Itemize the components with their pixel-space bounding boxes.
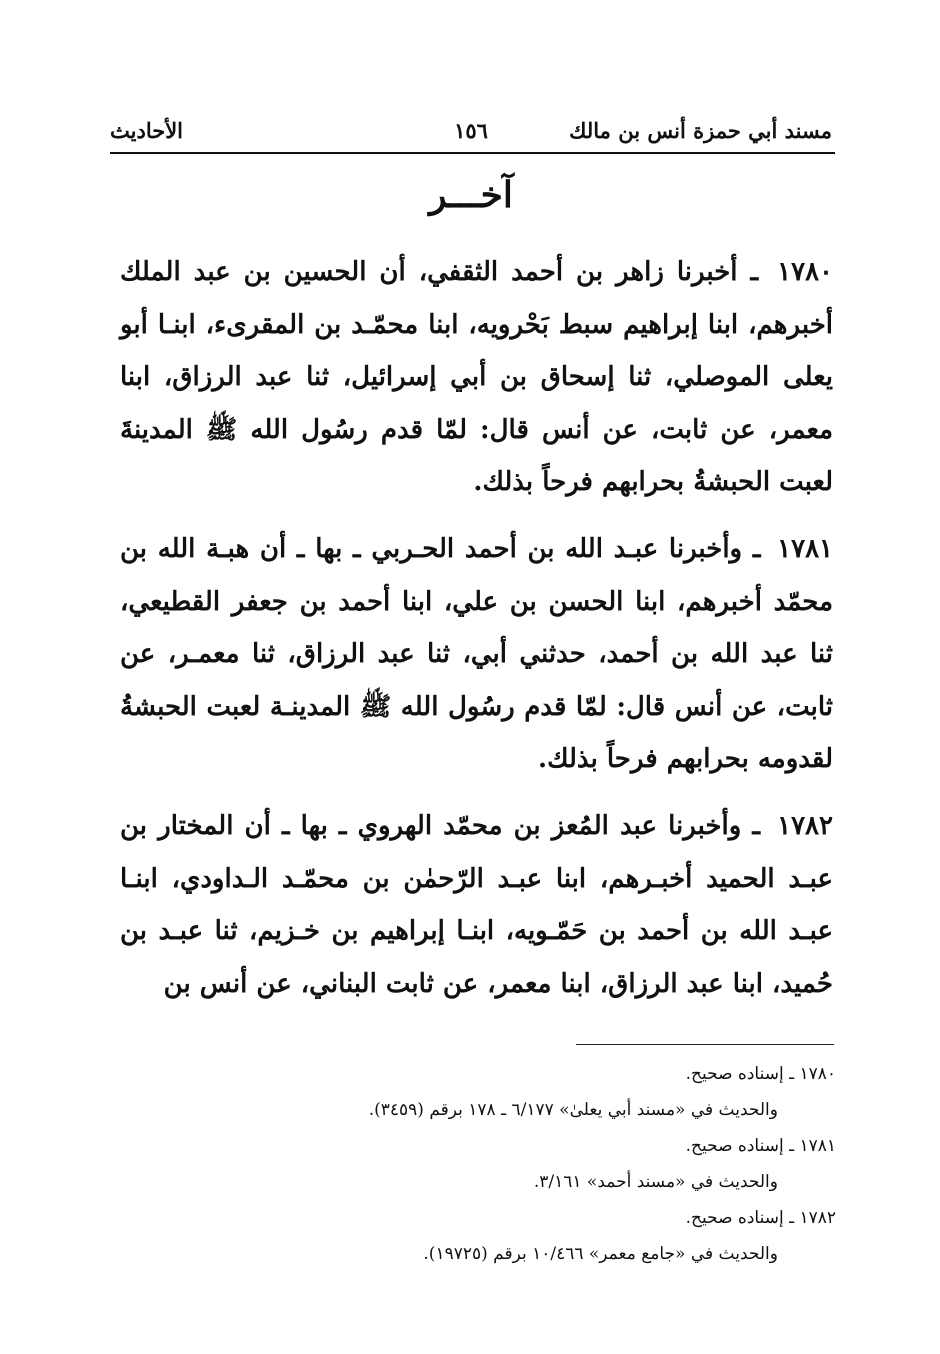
hadith-paragraph xyxy=(120,246,833,509)
footnote-grading xyxy=(220,1200,836,1236)
footnote-number: ١٧٨٠ xyxy=(799,1064,836,1084)
footnote-source: والحديث في «مسند أبي يعلىٰ» ٦/١٧٧ ـ ١٧٨ برقم (٣٤٥٩). xyxy=(368,1100,778,1120)
footnote-rule xyxy=(576,1044,834,1045)
hadith-paragraph xyxy=(120,523,833,786)
hadith-dash: ـ xyxy=(750,257,759,287)
running-head xyxy=(110,114,832,148)
footnotes xyxy=(220,1056,836,1272)
footnote-number: ١٧٨٢ xyxy=(799,1208,836,1228)
hadith-text: وأخبرنا عبد المُعز بن محمّد الهروي ـ بها ـ أن المختار بن عبـد الحميد أخبـرهم، ابنا عبـد الرّحمٰن بن محمّـد الـداودي، ابنـا عبـد الله بن أحمد بن حَمّـويه، ابنـا إبراهيم بن خـزيم، ثنا عبـد بن حُميد، ابنا عبد الرزاق، ابنا معمر، عن ثابت البناني، عن أنس بن xyxy=(120,811,833,999)
hadith-text: وأخبرنا عبـد الله بن أحمد الحـربي ـ بها ـ أن هبـة الله بن محمّد أخبرهم، ابنا الحسن بن علي، ابنا أحمد بن جعفر القطيعي، ثنا عبد الله بن أحمد، حدثني أبي، ثنا عبد الرزاق، ثنا معمـر، عن ثابت، عن أنس قال: لمّا قدم رسُول الله ﷺ المدينـة لعبت الحبشةُ لقدومه بحرابهم فرحاً بذلك. xyxy=(120,534,833,774)
hadith-dash: ـ xyxy=(752,811,761,841)
footnote-dash: ـ xyxy=(789,1208,795,1228)
page-number: ١٥٦ xyxy=(454,118,488,143)
footnote-grading xyxy=(220,1128,836,1164)
footnote-dash: ـ xyxy=(789,1136,795,1156)
hadith-text: أخبرنا زاهر بن أحمد الثقفي، أن الحسين بن عبد الملك أخبرهم، ابنا إبراهيم سبط بَحْرويه، ابنا محمّـد بن المقرىء، ابنـا أبو يعلى الموصلي، ثنا إسحاق بن أبي إسرائيل، ثنا عبد الرزاق، ابنا معمر، عن ثابت، عن أنس قال: لمّا قدم رسُول الله ﷺ المدينةَ لعبت الحبشةُ بحرابهم فرحاً بذلك. xyxy=(120,257,833,497)
footnote-source: والحديث في «جامع معمر» ١٠/٤٦٦ برقم (١٩٧٢٥). xyxy=(423,1244,778,1264)
footnote-grading-text: إسناده صحيح. xyxy=(685,1064,784,1084)
hadith-number: ١٧٨٠ xyxy=(777,257,834,287)
footnote-number: ١٧٨١ xyxy=(799,1136,836,1156)
hadith-number: ١٧٨٢ xyxy=(777,811,833,841)
footnote-dash: ـ xyxy=(789,1064,795,1084)
footnote-source: والحديث في «مسند أحمد» ٣/١٦١. xyxy=(533,1172,778,1192)
hadith-number: ١٧٨١ xyxy=(777,534,834,564)
section-title: الأحاديث xyxy=(110,118,184,143)
book-title: مسند أبي حمزة أنس بن مالك xyxy=(569,118,832,143)
header-rule xyxy=(110,152,835,154)
footnote-grading-text: إسناده صحيح. xyxy=(685,1136,784,1156)
footnote-grading-text: إسناده صحيح. xyxy=(685,1208,784,1228)
chapter-title: آخـــر xyxy=(429,174,513,216)
footnote-grading xyxy=(220,1056,836,1092)
hadith-paragraph xyxy=(120,800,833,1010)
hadith-dash: ـ xyxy=(752,534,761,564)
